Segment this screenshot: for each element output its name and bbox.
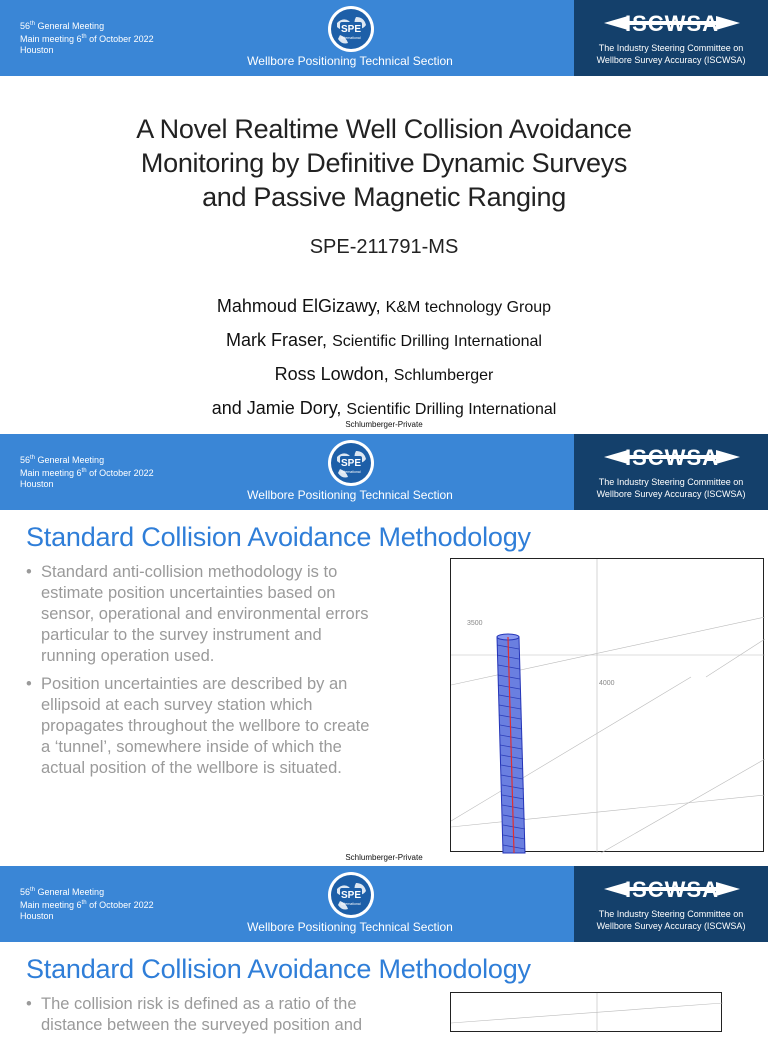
spe-globe-logo (310, 5, 392, 53)
svg-text:ISCWSA: ISCWSA (625, 877, 719, 902)
wellbore-tunnel-plot (450, 558, 764, 852)
meeting-line-2: Main meeting 6th of October 2022 (20, 900, 154, 910)
plot-frame-svg (451, 993, 723, 1033)
iscwsa-panel (574, 434, 768, 510)
spe-globe-logo (310, 871, 392, 919)
author-4 (0, 398, 768, 419)
wellbore-tunnel-svg (451, 559, 765, 853)
paper-id: SPE-211791-MS (309, 236, 459, 258)
author-affiliation: Scientific Drilling International (346, 401, 557, 418)
slide-heading: Standard Collision Avoidance Methodology (26, 954, 531, 984)
section-title: Wellbore Positioning Technical Section (247, 488, 453, 502)
section-title: Wellbore Positioning Technical Section (247, 54, 453, 68)
svg-text:SPE: SPE (340, 458, 362, 469)
meeting-line-1: 56th General Meeting (20, 455, 105, 465)
spe-globe-logo (310, 439, 392, 487)
meeting-line-3: Houston (20, 911, 54, 921)
meeting-line-3: Houston (20, 479, 54, 489)
iscwsa-caption-line-1: The Industry Steering Committee on (598, 477, 744, 487)
privacy-label: Schlumberger-Private (345, 420, 423, 429)
bullet-item: • Standard anti-collision methodology is to estimate position uncertainties based on sensor, operational and environmental errors particular to the survey instrument and running operation used. (26, 562, 378, 667)
title-line-2: Monitoring by Definitive Dynamic Surveys (140, 148, 628, 178)
slide-heading: Standard Collision Avoidance Methodology (26, 522, 531, 552)
iscwsa-caption (574, 476, 768, 500)
plot-label-4000: 4000 (599, 680, 615, 687)
meeting-info (20, 885, 154, 922)
bullet-list (26, 994, 378, 1043)
slide-methodology-2 (0, 866, 768, 1034)
author-3 (0, 364, 768, 385)
svg-text:SPE: SPE (340, 24, 362, 35)
slide-header (0, 866, 768, 942)
svg-text:International: International (341, 902, 361, 906)
svg-text:ISCWSA: ISCWSA (625, 445, 719, 470)
slide-title (0, 0, 768, 434)
author-name: Mark Fraser, (226, 330, 328, 350)
meeting-line-2: Main meeting 6th of October 2022 (20, 468, 154, 478)
iscwsa-panel (574, 866, 768, 942)
presentation-title (60, 112, 708, 214)
bullet-item: • Position uncertainties are described by an ellipsoid at each survey station which propagates throughout the wellbore to create a ‘tunnel’, somewhere inside of which the actual position of the wellbore is situated. (26, 674, 378, 779)
author-name: Ross Lowdon, (274, 364, 389, 384)
slide-header (0, 0, 768, 76)
meeting-line-1: 56th General Meeting (20, 887, 105, 897)
bullet-item: • The collision risk is defined as a ratio of the distance between the surveyed position and (26, 994, 378, 1036)
meeting-info (20, 19, 154, 56)
author-affiliation: Scientific Drilling International (332, 333, 542, 350)
meeting-line-3: Houston (20, 45, 54, 55)
meeting-info (20, 453, 154, 490)
iscwsa-caption (574, 42, 768, 66)
svg-text:International: International (341, 470, 361, 474)
iscwsa-logo (602, 8, 742, 38)
slide-methodology-1 (0, 434, 768, 864)
iscwsa-caption (574, 908, 768, 932)
iscwsa-logo (602, 874, 742, 904)
svg-text:International: International (341, 36, 361, 40)
slide-header (0, 434, 768, 510)
author-name: Mahmoud ElGizawy, (216, 296, 381, 316)
iscwsa-caption-line-1: The Industry Steering Committee on (598, 43, 744, 53)
meeting-line-1: 56th General Meeting (20, 21, 105, 31)
author-name: and Jamie Dory, (211, 398, 342, 418)
author-affiliation: K&M technology Group (385, 299, 552, 316)
svg-text:SPE: SPE (340, 890, 362, 901)
title-line-1: A Novel Realtime Well Collision Avoidance (136, 114, 632, 144)
title-line-3: and Passive Magnetic Ranging (202, 182, 566, 212)
iscwsa-caption-line-2: Wellbore Survey Accuracy (ISCWSA) (596, 55, 746, 65)
iscwsa-caption-line-1: The Industry Steering Committee on (598, 909, 744, 919)
iscwsa-panel (574, 0, 768, 76)
svg-text:ISCWSA: ISCWSA (625, 11, 719, 36)
iscwsa-logo (602, 442, 742, 472)
privacy-label: Schlumberger-Private (345, 853, 423, 862)
iscwsa-caption-line-2: Wellbore Survey Accuracy (ISCWSA) (596, 489, 746, 499)
plot-label-3500: 3500 (467, 620, 483, 627)
author-affiliation: Schlumberger (393, 367, 494, 384)
plot-frame (450, 992, 722, 1032)
section-title: Wellbore Positioning Technical Section (247, 920, 453, 934)
author-1 (0, 296, 768, 317)
author-2 (0, 330, 768, 351)
meeting-line-2: Main meeting 6th of October 2022 (20, 34, 154, 44)
bullet-list (26, 562, 378, 786)
iscwsa-caption-line-2: Wellbore Survey Accuracy (ISCWSA) (596, 921, 746, 931)
